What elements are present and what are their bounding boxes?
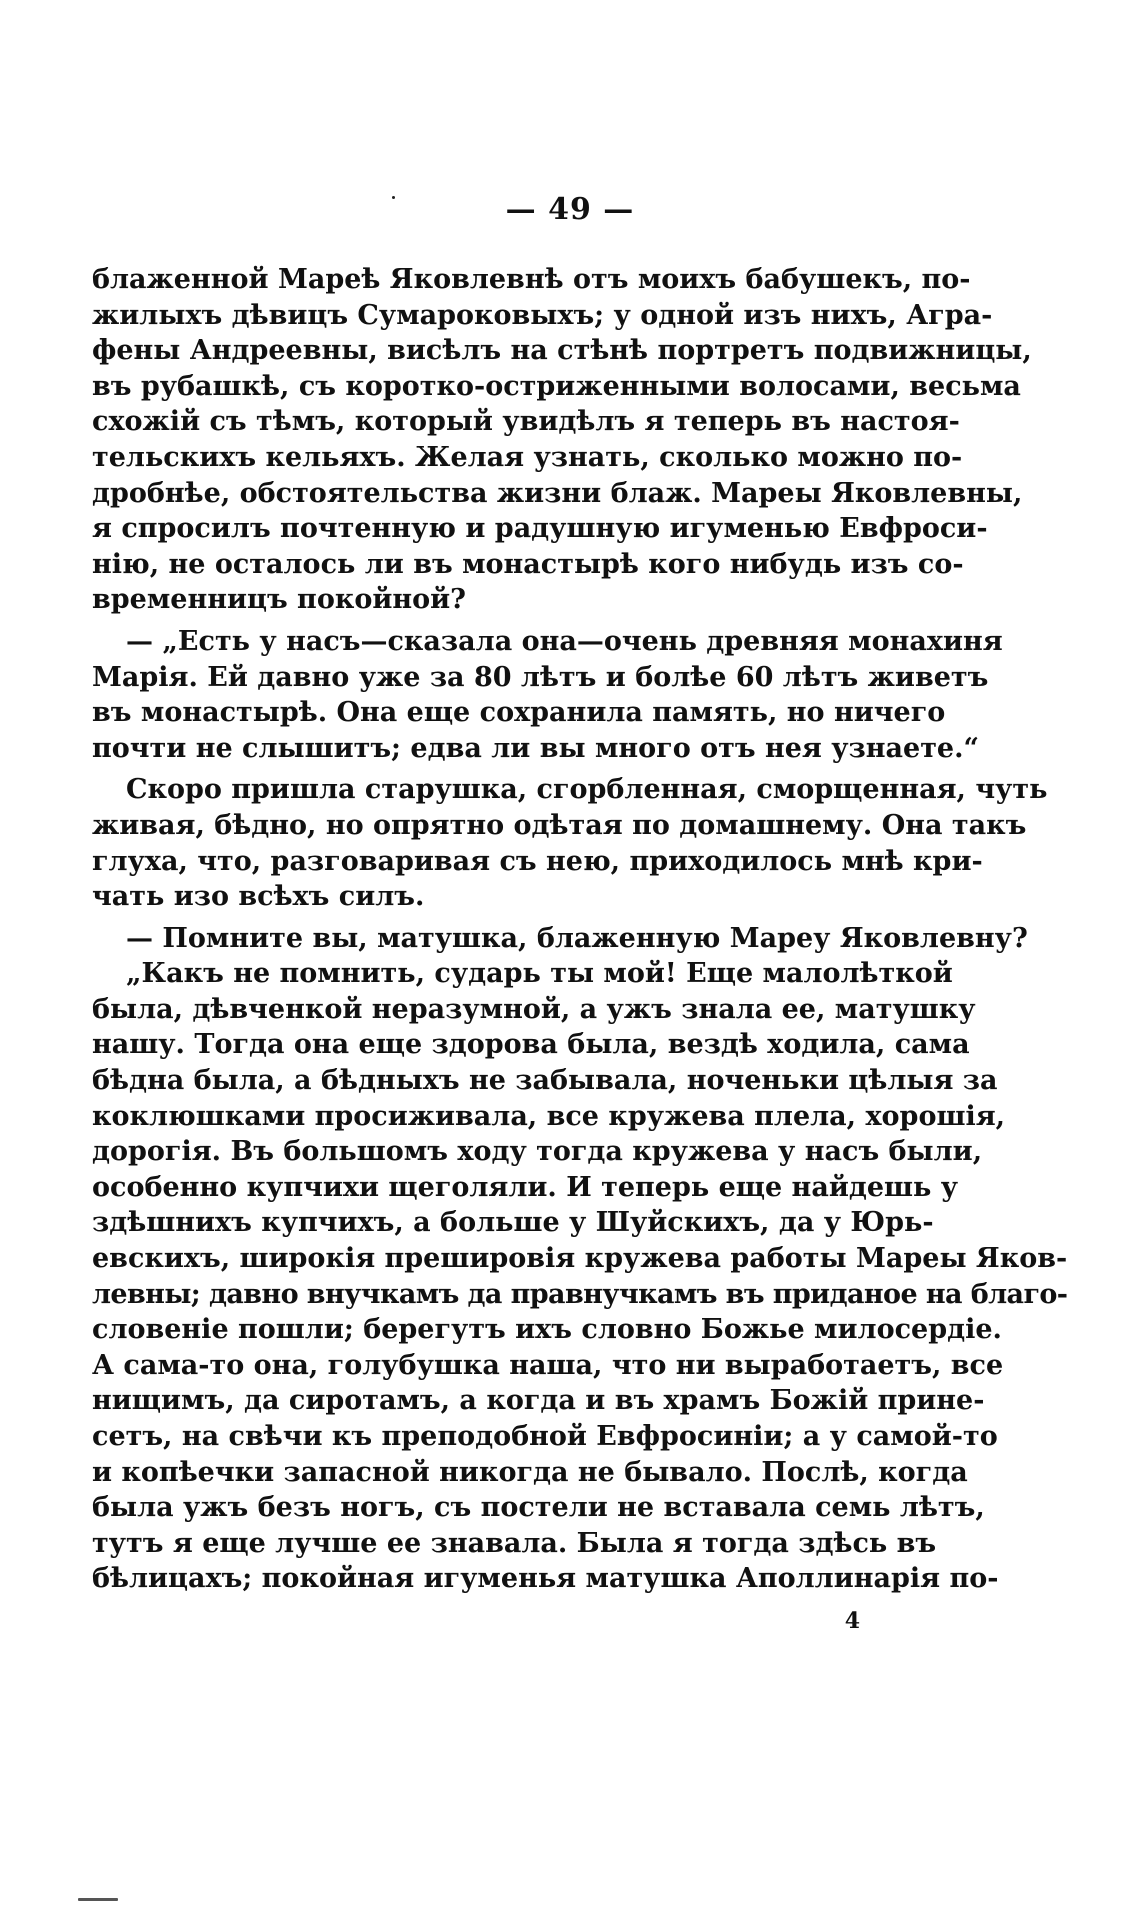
scan-speck [392, 196, 395, 199]
page-number: — 49 — [505, 192, 635, 227]
text-line: дорогія. Въ большомъ ходу тогда кружева у насъ были, [92, 1136, 983, 1168]
text-line: была ужъ безъ ногъ, съ постели не вставала семь лѣтъ, [92, 1492, 985, 1524]
text-line: евскихъ, широкія прешировія кружева работы Мареы Яков- [92, 1243, 1068, 1275]
text-line: въ рубашкѣ, съ коротко-остриженными волосами, весьма [92, 370, 1021, 402]
text-line: Скоро пришла старушка, сгорбленная, сморщенная, чуть [126, 774, 1048, 806]
text-line: сетъ, на свѣчи къ преподобной Евфросиніи; а у самой-то [92, 1421, 998, 1452]
text-line: блаженной Мареѣ Яковлевнѣ отъ моихъ бабушекъ, по- [92, 264, 971, 295]
text-line: была, дѣвченкой неразумной, а ужъ знала ее, матушку [92, 993, 976, 1025]
text-line: чать изо всѣхъ силъ. [92, 881, 425, 913]
text-line: въ монастырѣ. Она еще сохранила память, но ничего [92, 697, 946, 729]
text-line: нію, не осталось ли въ монастырѣ кого нибудь изъ со- [92, 548, 964, 580]
text-line: „Какъ не помнить, сударь ты мой! Еще малолѣткой [126, 958, 953, 990]
text-line: здѣшнихъ купчихъ, а больше у Шуйскихъ, да у Юрь- [92, 1207, 934, 1239]
text-line: словеніе пошли; берегутъ ихъ словно Божье милосердіе. [92, 1314, 1002, 1346]
text-line: левны; давно внучкамъ да правнучкамъ въ приданое на благо- [92, 1278, 1068, 1310]
body-text [92, 262, 1068, 1597]
text-line: дробнѣе, обстоятельства жизни блаж. Мареы Яковлевны, [92, 477, 1023, 509]
text-line: глуха, что, разговаривая съ нею, приходилось мнѣ кри- [92, 845, 983, 877]
text-line: — Помните вы, матушка, блаженную Мареу Яковлевну? [126, 922, 1028, 954]
scan-speck [78, 1898, 118, 1901]
text-line: — „Есть у насъ—сказала она—очень древняя монахиня [126, 625, 1003, 657]
text-line: и копѣечки запасной никогда не бывало. Послѣ, когда [92, 1456, 968, 1488]
text-line: Марія. Ей давно уже за 80 лѣтъ и болѣе 60 лѣтъ живетъ [92, 661, 989, 693]
text-line: бѣдна была, а бѣдныхъ не забывала, ноченьки цѣлыя за [92, 1065, 998, 1097]
text-line: схожій съ тѣмъ, который увидѣлъ я теперь въ настоя- [92, 406, 960, 438]
text-line: временницъ покойной? [92, 584, 466, 616]
signature-mark: 4 [844, 1608, 860, 1634]
text-line: я спросилъ почтенную и радушную игуменью Евфроси- [92, 513, 988, 545]
text-line: почти не слышитъ; едва ли вы много отъ нея узнаете.“ [92, 732, 980, 764]
text-line: нищимъ, да сиротамъ, а когда и въ храмъ Божій прине- [92, 1385, 985, 1417]
text-line: особенно купчихи щеголяли. И теперь еще найдешь у [92, 1171, 959, 1203]
text-line: нашу. Тогда она еще здорова была, вездѣ ходила, сама [92, 1029, 970, 1061]
text-line: бѣлицахъ; покойная игуменья матушка Аполлинарія по- [92, 1563, 999, 1595]
text-line: тельскихъ кельяхъ. Желая узнать, сколько можно по- [92, 441, 963, 473]
text-line: тутъ я еще лучше ее знавала. Была я тогда здѣсь въ [92, 1527, 937, 1559]
text-line: жилыхъ дѣвицъ Сумароковыхъ; у одной изъ нихъ, Агра- [92, 299, 993, 331]
text-line: фены Андреевны, висѣлъ на стѣнѣ портретъ подвижницы, [92, 335, 1032, 367]
text-line: живая, бѣдно, но опрятно одѣтая по домашнему. Она такъ [92, 809, 1027, 841]
text-line: коклюшками просиживала, все кружева плела, хорошія, [92, 1100, 1006, 1132]
text-line: А сама-то она, голубушка наша, что ни выработаетъ, все [92, 1349, 1004, 1381]
